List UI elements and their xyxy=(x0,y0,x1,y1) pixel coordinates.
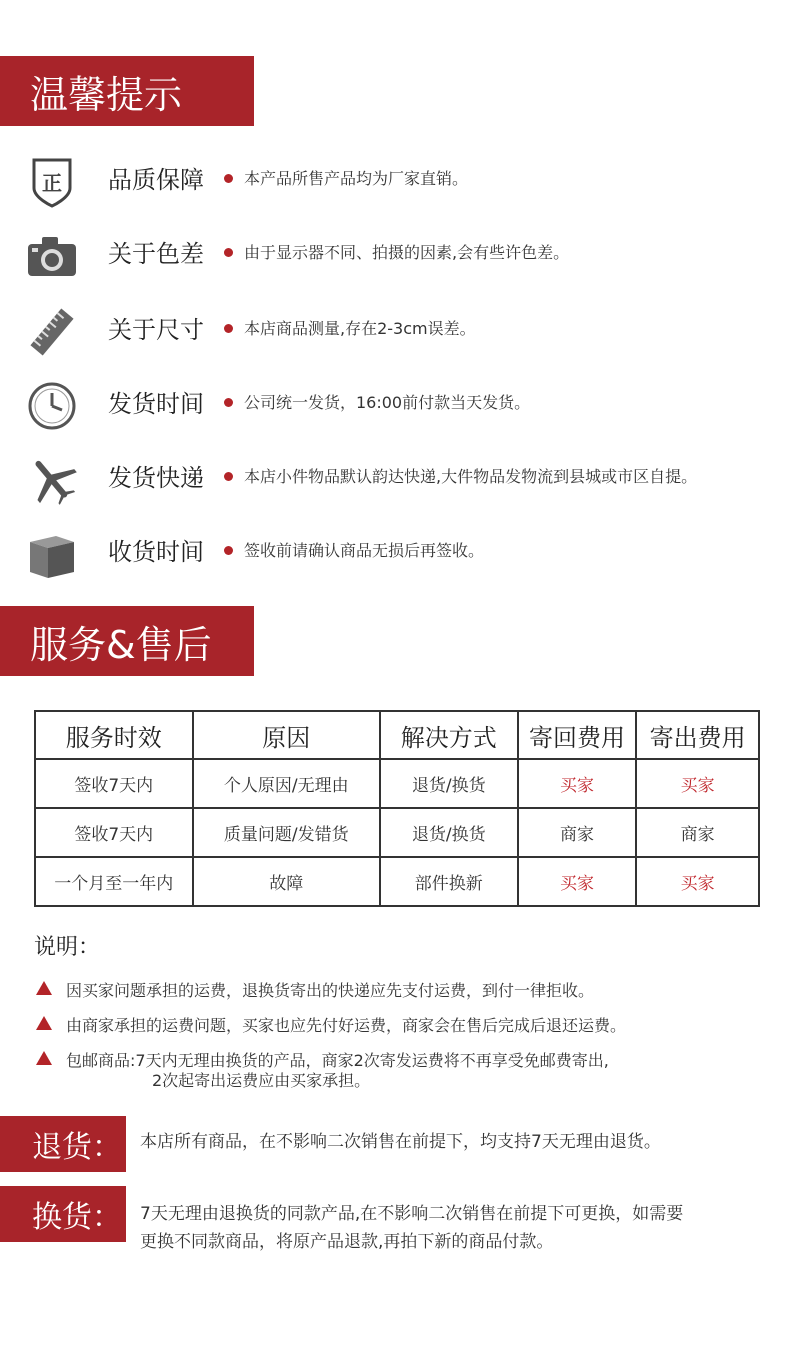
tip-desc: 由于显示器不同、拍摄的因素,会有些许色差。 xyxy=(244,243,570,262)
tip-row-courier xyxy=(0,452,790,512)
bullet-dot xyxy=(224,472,233,481)
tip-title: 品质保障 xyxy=(108,166,204,194)
tip-desc: 本产品所售产品均为厂家直销。 xyxy=(244,169,469,188)
header-cell: 服务时效 xyxy=(35,711,193,759)
camera-icon xyxy=(24,228,80,284)
table-cell: 买家 xyxy=(636,857,759,906)
note-item xyxy=(36,1013,776,1035)
ruler-icon xyxy=(24,304,80,360)
bullet-dot xyxy=(224,398,233,407)
header-cell: 寄出费用 xyxy=(636,711,759,759)
table-cell: 退货/换货 xyxy=(380,759,518,808)
tip-row-quality xyxy=(0,154,790,214)
table-cell: 商家 xyxy=(636,808,759,857)
tip-desc: 本店商品测量,存在2-3cm误差。 xyxy=(244,319,476,338)
warning-triangle-icon xyxy=(36,1016,52,1030)
table-cell: 质量问题/发错货 xyxy=(193,808,380,857)
tip-row-size xyxy=(0,304,790,364)
tip-desc: 本店小件物品默认韵达快递,大件物品发物流到县城或市区自提。 xyxy=(244,467,698,486)
note-item xyxy=(36,978,776,1000)
note-text-continued: 2次起寄出运费应由买家承担。 xyxy=(152,1071,371,1090)
table-cell: 商家 xyxy=(518,808,637,857)
header-cell: 寄回费用 xyxy=(518,711,637,759)
warning-triangle-icon xyxy=(36,1051,52,1065)
return-label: 退货： xyxy=(0,1116,126,1172)
table-cell: 买家 xyxy=(518,759,637,808)
bullet-dot xyxy=(224,546,233,555)
notes-title: 说明： xyxy=(34,935,101,960)
genuine-shield-icon xyxy=(24,154,80,210)
clock-icon xyxy=(24,378,80,434)
exchange-label: 换货： xyxy=(0,1186,126,1242)
header-cell: 原因 xyxy=(193,711,380,759)
tip-title: 关于色差 xyxy=(108,240,204,268)
note-text: 包邮商品:7天内无理由换货的产品，商家2次寄发运费将不再享受免邮费寄出, xyxy=(66,1051,609,1070)
tip-title: 收货时间 xyxy=(108,538,204,566)
table-cell: 部件换新 xyxy=(380,857,518,906)
svg-text:正: 正 xyxy=(42,171,62,195)
table-row xyxy=(35,808,759,857)
return-text: 本店所有商品，在不影响二次销售在前提下，均支持7天无理由退货。 xyxy=(140,1132,661,1152)
tip-desc: 签收前请确认商品无损后再签收。 xyxy=(244,541,485,560)
tip-title: 关于尺寸 xyxy=(108,316,204,344)
tip-title: 发货时间 xyxy=(108,390,204,418)
note-text: 因买家问题承担的运费，退换货寄出的快递应先支付运费，到付一律拒收。 xyxy=(66,981,595,1000)
bullet-dot xyxy=(224,324,233,333)
tip-row-ship-time xyxy=(0,378,790,438)
tip-title: 发货快递 xyxy=(108,464,204,492)
note-text: 由商家承担的运费问题，买家也应先付好运费，商家会在售后完成后退还运费。 xyxy=(66,1016,627,1035)
table-header-row xyxy=(35,711,759,759)
exchange-text-line1: 7天无理由退换货的同款产品,在不影响二次销售在前提下可更换，如需要 xyxy=(140,1204,684,1224)
table-cell: 个人原因/无理由 xyxy=(193,759,380,808)
service-heading: 服务&售后 xyxy=(0,606,254,676)
bullet-dot xyxy=(224,248,233,257)
package-box-icon xyxy=(24,526,80,582)
exchange-text-line2: 更换不同款商品，将原产品退款,再拍下新的商品付款。 xyxy=(140,1232,554,1252)
airplane-icon xyxy=(24,452,80,508)
service-table xyxy=(34,710,760,907)
table-cell: 签收7天内 xyxy=(35,759,193,808)
tips-heading: 温馨提示 xyxy=(0,56,254,126)
table-cell: 买家 xyxy=(636,759,759,808)
header-cell: 解决方式 xyxy=(380,711,518,759)
note-item xyxy=(36,1048,776,1090)
table-cell: 买家 xyxy=(518,857,637,906)
tip-row-receive xyxy=(0,526,790,586)
table-cell: 故障 xyxy=(193,857,380,906)
tip-desc: 公司统一发货，16:00前付款当天发货。 xyxy=(244,393,531,412)
table-cell: 退货/换货 xyxy=(380,808,518,857)
bullet-dot xyxy=(224,174,233,183)
table-row xyxy=(35,857,759,906)
warning-triangle-icon xyxy=(36,981,52,995)
table-row xyxy=(35,759,759,808)
table-cell: 一个月至一年内 xyxy=(35,857,193,906)
tip-row-color xyxy=(0,228,790,288)
table-cell: 签收7天内 xyxy=(35,808,193,857)
